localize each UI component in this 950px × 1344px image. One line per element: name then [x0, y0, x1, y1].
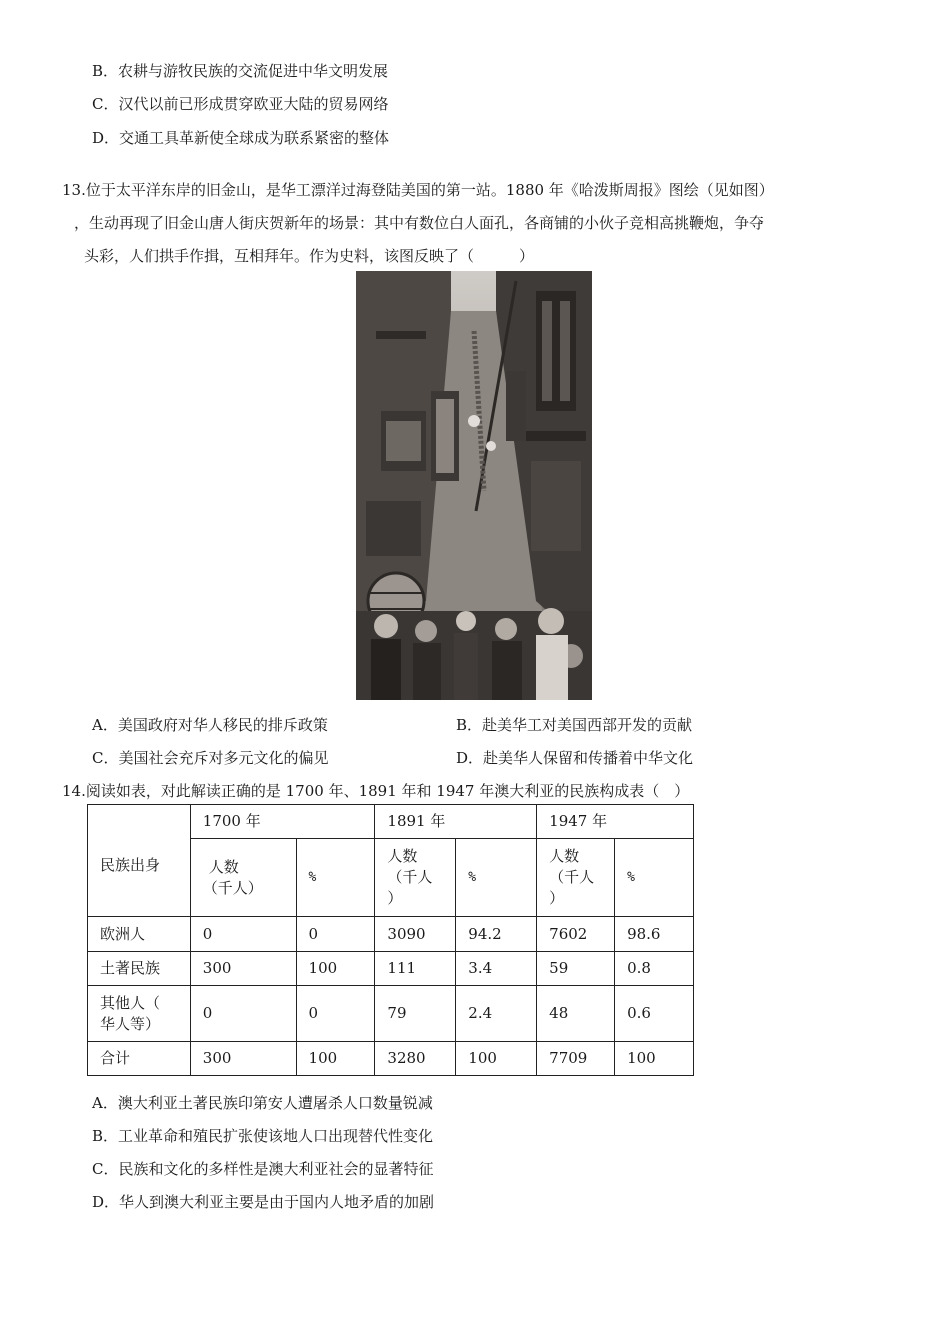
cell: 100 — [615, 1042, 694, 1076]
q13-stem-line1: 13.位于太平洋东岸的旧金山，是华工漂洋过海登陆美国的第一站。1880 年《哈泼斯周报》图绘（见如图） — [62, 181, 774, 199]
year-header-1947: 1947 年 — [537, 805, 694, 839]
people-unit: （千人 — [549, 868, 595, 886]
q13-stem-line3: 头彩，人们拱手作揖，互相拜年。作为史料，该图反映了（ ） — [84, 247, 535, 265]
table-row — [88, 952, 694, 986]
people-unit: （千人 — [387, 868, 433, 886]
q13-option-c: C．美国社会充斥对多元文化的偏见 — [92, 749, 329, 767]
row-label-line2: 华人等） — [100, 1014, 161, 1033]
cell: 100 — [296, 952, 375, 986]
q14-option-c: C．民族和文化的多样性是澳大利亚社会的显著特征 — [92, 1160, 434, 1178]
cell: 0.8 — [615, 952, 694, 986]
cell: 3280 — [375, 1042, 456, 1076]
people-label: 人数 — [208, 857, 239, 876]
people-subheader — [537, 839, 615, 917]
population-table — [87, 804, 694, 1076]
cell: 0 — [296, 917, 375, 952]
q13-stem-line2: ，生动再现了旧金山唐人街庆贺新年的场景：其中有数位白人面孔，各商铺的小伙子竞相高挑鞭炮，争夺 — [74, 214, 765, 232]
year-header-1891: 1891 年 — [375, 805, 537, 839]
cell: 7709 — [537, 1042, 615, 1076]
cell: 111 — [375, 952, 456, 986]
cell: 300 — [190, 952, 296, 986]
cell: 48 — [537, 986, 615, 1042]
people-label: 人数 — [549, 847, 580, 865]
cell: 0 — [296, 986, 375, 1042]
people-unit-close: ） — [549, 889, 565, 907]
cell: 100 — [456, 1042, 537, 1076]
q14-option-b: B．工业革命和殖民扩张使该地人口出现替代性变化 — [92, 1127, 434, 1145]
people-subheader — [190, 839, 296, 917]
q13-option-a: A．美国政府对华人移民的排斥政策 — [92, 716, 328, 734]
pct-subheader: % — [296, 839, 375, 917]
q14-option-a: A．澳大利亚土著民族印第安人遭屠杀人口数量锐减 — [92, 1094, 433, 1112]
people-unit: （千人） — [202, 878, 263, 897]
row-header-cell: 民族出身 — [88, 805, 191, 917]
table-row — [88, 1042, 694, 1076]
cell: 2.4 — [456, 986, 537, 1042]
cell: 59 — [537, 952, 615, 986]
pct-subheader: % — [615, 839, 694, 917]
cell: 3090 — [375, 917, 456, 952]
cell: 100 — [296, 1042, 375, 1076]
cell: 0 — [190, 986, 296, 1042]
row-label: 土著民族 — [88, 952, 191, 986]
cell: 98.6 — [615, 917, 694, 952]
people-subheader — [375, 839, 456, 917]
cell: 3.4 — [456, 952, 537, 986]
pct-subheader: % — [456, 839, 537, 917]
cell: 7602 — [537, 917, 615, 952]
row-label-line1: 其他人（ — [100, 993, 161, 1012]
cell: 0 — [190, 917, 296, 952]
table-row — [88, 805, 694, 839]
q14-option-d: D．华人到澳大利亚主要是由于国内人地矛盾的加剧 — [92, 1193, 435, 1211]
cell: 300 — [190, 1042, 296, 1076]
q13-option-d: D．赴美华人保留和传播着中华文化 — [456, 749, 694, 767]
cell: 79 — [375, 986, 456, 1042]
people-label: 人数 — [387, 847, 418, 865]
people-unit-close: ） — [387, 889, 403, 907]
year-header-1700: 1700 年 — [190, 805, 375, 839]
row-label: 合计 — [88, 1042, 191, 1076]
table-row — [88, 917, 694, 952]
cell: 0.6 — [615, 986, 694, 1042]
row-label — [88, 986, 191, 1042]
chinatown-new-year-illustration — [356, 271, 592, 700]
q14-stem: 14.阅读如表，对此解读正确的是 1700 年、1891 年和 1947 年澳大利亚的民族构成表（ ） — [62, 782, 690, 800]
option-b-prev: B．农耕与游牧民族的交流促进中华文明发展 — [92, 62, 389, 80]
option-d-prev: D．交通工具革新使全球成为联系紧密的整体 — [92, 129, 390, 147]
row-label: 欧洲人 — [88, 917, 191, 952]
q13-option-b: B．赴美华工对美国西部开发的贡献 — [456, 716, 693, 734]
option-c-prev: C．汉代以前已形成贯穿欧亚大陆的贸易网络 — [92, 95, 389, 113]
table-row — [88, 986, 694, 1042]
cell: 94.2 — [456, 917, 537, 952]
